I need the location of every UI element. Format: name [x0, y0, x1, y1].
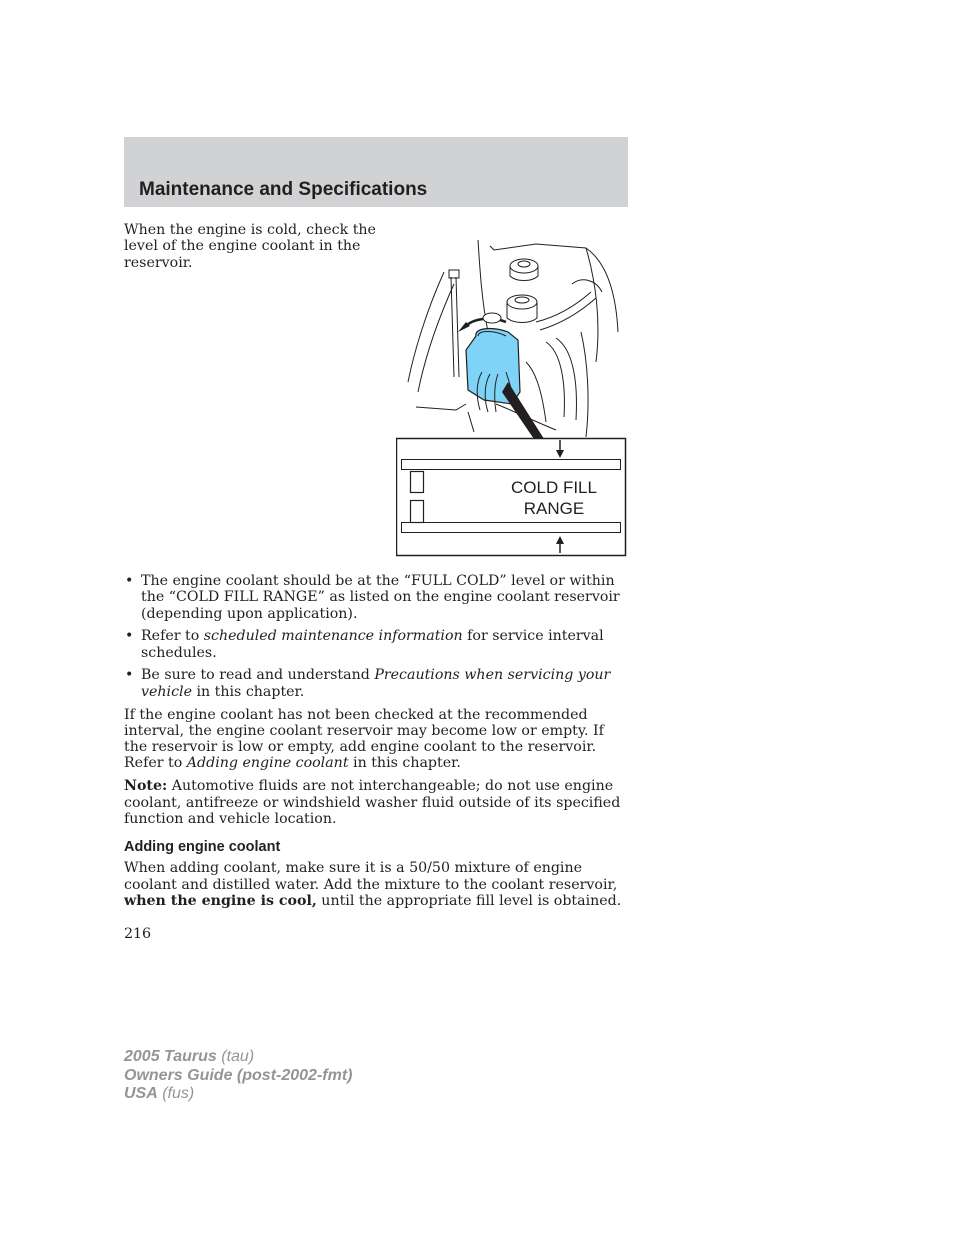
footer-model: 2005 Taurus [124, 1048, 217, 1065]
bullet-text-pre: Be sure to read and understand [141, 667, 375, 684]
bullet-text-italic: scheduled maintenance information [203, 628, 463, 645]
bullet-text-pre: Refer to [141, 628, 204, 645]
bullet-symbol: • [125, 573, 134, 589]
bullet-symbol: • [125, 667, 134, 684]
adding-coolant-heading: Adding engine coolant [124, 839, 281, 856]
footer-market-code: (fus) [157, 1085, 195, 1102]
section-title: Maintenance and Specifications [139, 179, 428, 200]
para-reference: Adding engine coolant [186, 755, 349, 772]
bullet-symbol: • [125, 628, 134, 645]
bullet-item-coolant-level [124, 573, 630, 622]
para-text: If the engine coolant has not been checked at the recommended interval, the engine coolant reservoir may become low or empty. If the reservoir is low or empty, add engine coolant to the reservoir. Refer to [124, 706, 604, 772]
para-text-end: until the appropriate fill level is obtained. [316, 893, 622, 910]
adding-coolant-paragraph [124, 860, 630, 909]
footer-market: USA [124, 1085, 158, 1102]
bullet-item-maintenance-info [124, 628, 630, 661]
para-text-end: in this chapter. [348, 755, 461, 772]
footer-line-guide [124, 1067, 352, 1086]
bullet-text: The engine coolant should be at the “FULL COLD” level or within the “COLD FILL RANGE” as listed on the engine coolant reservoir (depending upon application). [141, 573, 620, 622]
reservoir-cap [483, 313, 501, 323]
note-paragraph [124, 778, 630, 827]
low-coolant-paragraph [124, 707, 630, 772]
bullet-text-post: for service interval schedules. [141, 628, 604, 661]
footer-guide: Owners Guide (post-2002-fmt) [124, 1066, 353, 1084]
bullet-text-post: in this chapter. [191, 683, 305, 700]
page-number: 216 [124, 926, 152, 942]
bullet-text-italic: Precautions when servicing your vehicle [141, 667, 611, 700]
main-content [124, 573, 630, 916]
para-bold: when the engine is cool, [124, 893, 317, 910]
cold-fill-label-line1: COLD FILL [511, 478, 597, 497]
footer-model-code: (tau) [216, 1048, 255, 1065]
note-text: Automotive fluids are not interchangeable; do not use engine coolant, antifreeze or windshield washer fluid outside of its specified function and vehicle location. [124, 778, 621, 827]
fill-range-inset [397, 439, 626, 556]
bullet-list [124, 573, 630, 700]
note-label: Note: [124, 778, 168, 795]
document-footer [124, 1048, 352, 1104]
coolant-reservoir-illustration [396, 232, 628, 558]
para-text: When adding coolant, make sure it is a 50/50 mixture of engine coolant and distilled water. Add the mixture to the coolant reservoir, [124, 860, 618, 893]
pointer-arrow [502, 382, 546, 442]
coolant-reservoir-figure [396, 232, 628, 558]
cold-fill-label-line2: RANGE [523, 499, 585, 518]
intro-paragraph: When the engine is cold, check the level of the engine coolant in the reservoir. [124, 222, 376, 271]
bullet-item-precautions [124, 667, 630, 700]
footer-line-market [124, 1085, 352, 1104]
section-header-band [124, 137, 628, 207]
footer-line-model [124, 1048, 352, 1067]
